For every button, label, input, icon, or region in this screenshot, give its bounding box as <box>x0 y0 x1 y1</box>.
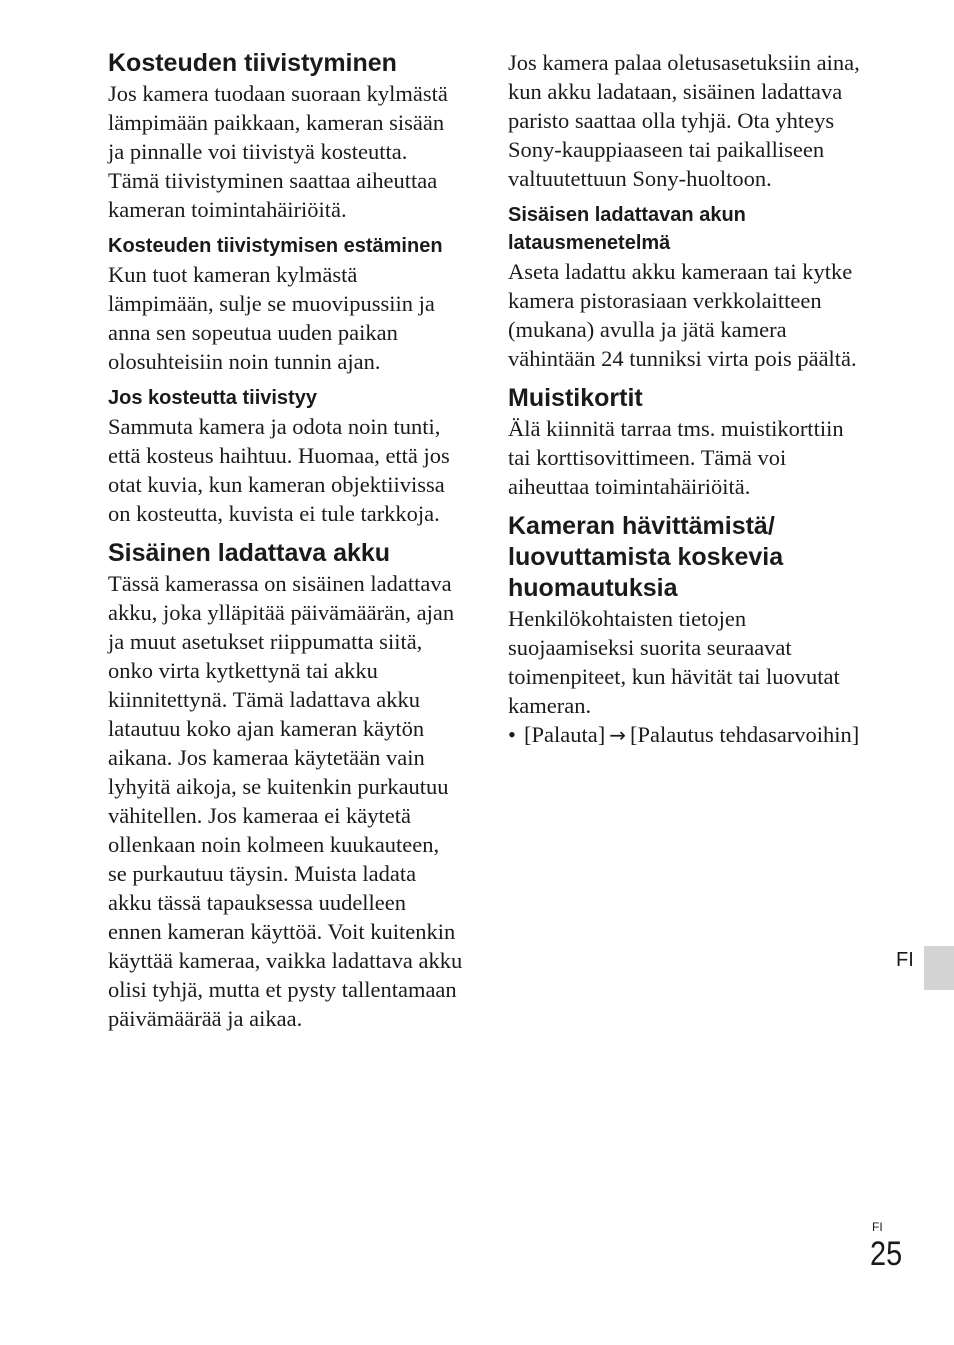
subheading-prevent-condensation: Kosteuden tiivistymisen estäminen <box>108 235 443 257</box>
heading-disposal: Kameran hävittämistä/ luovuttamista koskevia huomautuksia <box>508 512 784 602</box>
right-column <box>508 48 864 750</box>
paragraph-memory-cards: Älä kiinnitä tarraa tms. muistikorttiin tai korttisovittimeen. Tämä voi aiheuttaa toimintahäiriöitä. <box>508 416 844 499</box>
paragraph-prevent-condensation: Kun tuot kameran kylmästä lämpimään, sulje se muovipussiin ja anna sen sopeutua uuden paikan olosuhteisiin noin tunnin ajan. <box>108 262 435 374</box>
heading-condensation: Kosteuden tiivistyminen <box>108 49 397 77</box>
heading-memory-cards: Muistikortit <box>508 384 643 412</box>
page-number: 25 <box>870 1235 903 1273</box>
subheading-if-condensation: Jos kosteutta tiivistyy <box>108 387 317 409</box>
left-column <box>108 48 463 1033</box>
footer-language: FI <box>872 1220 883 1234</box>
list-item-reset <box>508 720 864 750</box>
subheading-battery-charging: Sisäisen ladattavan akun latausmenetelmä <box>508 204 746 254</box>
paragraph-internal-battery-cont: Jos kamera palaa oletusasetuksiin aina, kun akku ladataan, sisäinen ladattava paristo saattaa olla tyhjä. Ota yhteys Sony-kauppiaaseen tai paikalliseen valtuutettuun Sony-huoltoon. <box>508 50 860 191</box>
paragraph-internal-battery: Tässä kamerassa on sisäinen ladattava akku, joka ylläpitää päivämäärän, ajan ja muut asetukset riippumatta siitä, onko virta kytkettynä tai akku kiinnitettynä. Tämä ladattava akku latautuu koko ajan kameran käytön aikana. Jos kameraa käytetään vain lyhyitä aikoja, se kuitenkin purkautuu vähitellen. Jos kameraa ei käytetä ollenkaan noin kolmeen kuukauteen, se purkautuu täysin. Muista ladata akku tässä tapauksessa uudelleen ennen kameran käyttöä. Voit kuitenkin käyttää kameraa, vaikka ladattava akku olisi tyhjä, mutta et pysty tallentamaan päivämäärää ja aikaa. <box>108 571 463 1031</box>
paragraph-battery-charging: Aseta ladattu akku kameraan tai kytke kamera pistorasiaan verkkolaitteen (mukana) avulla ja jätä kamera vähintään 24 tunniksi virta pois päältä. <box>508 259 857 371</box>
arrow-right-icon: → <box>609 723 626 747</box>
menu-path-factory-reset: [Palautus tehdasarvoihin] <box>629 722 860 747</box>
heading-internal-battery: Sisäinen ladattava akku <box>108 539 391 567</box>
paragraph-condensation: Jos kamera tuodaan suoraan kylmästä lämpimään paikkaan, kameran sisään ja pinnalle voi tiivistyä kosteutta. Tämä tiivistyminen saattaa aiheuttaa kameran toimintahäiriöitä. <box>108 81 448 222</box>
menu-path-reset: [Palauta] <box>524 722 606 747</box>
bullet-dot: • <box>508 722 516 747</box>
language-side-tab <box>924 946 954 990</box>
paragraph-if-condensation: Sammuta kamera ja odota noin tunti, että kosteus haihtuu. Huomaa, että jos otat kuvia, kun kameran objektiivissa on kosteutta, kuvista ei tule tarkkoja. <box>108 414 450 526</box>
language-tab-label: FI <box>896 949 914 971</box>
paragraph-disposal: Henkilökohtaisten tietojen suojaamiseksi suorita seuraavat toimenpiteet, kun hävität tai luovutat kameran. <box>508 606 840 718</box>
